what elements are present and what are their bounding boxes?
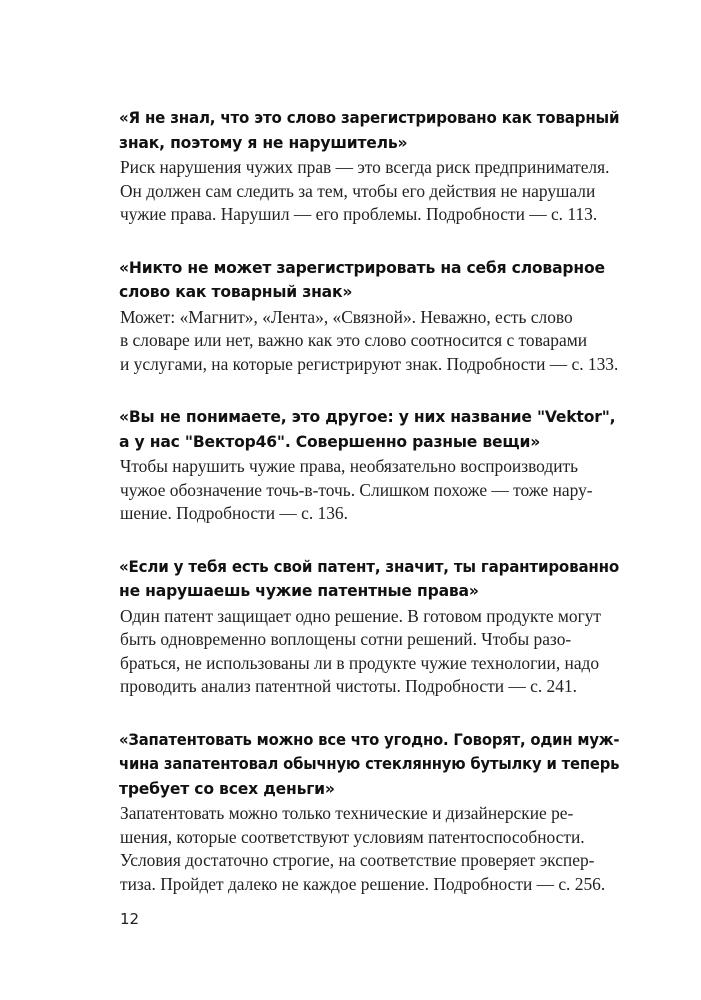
heading-line: требует со всех деньги» xyxy=(119,779,335,798)
body-line: и услугами, на которые регистрируют знак. Подробности — с. 133. xyxy=(120,353,619,374)
heading-line: «Запатентовать можно все что угодно. Говорят, один муж- xyxy=(119,730,620,749)
body-line: Может: «Магнит», «Лента», «Связной». Неважно, есть слово xyxy=(120,306,573,327)
heading-line: «Если у тебя есть свой патент, значит, ты гарантированно xyxy=(119,557,620,576)
heading-line: «Никто не может зарегистрировать на себя словарное xyxy=(119,258,605,277)
heading-line: знак, поэтому я не нарушитель» xyxy=(119,133,408,152)
myth-heading xyxy=(119,405,620,454)
body-line: тиза. Пройдет далеко не каждое решение. Подробности — с. 256. xyxy=(120,873,606,894)
myth-explanation xyxy=(120,802,620,896)
myth-explanation xyxy=(120,156,620,227)
body-line: быть одновременно воплощены сотни решений. Чтобы разо- xyxy=(120,629,572,649)
myth-heading xyxy=(119,256,620,305)
myth-entry-2 xyxy=(120,256,620,377)
body-line: Чтобы нарушить чужие права, необязательно воспроизводить xyxy=(120,456,579,476)
myth-heading xyxy=(119,106,620,155)
body-line: браться, не использованы ли в продукте чужие технологии, надо xyxy=(120,652,600,673)
body-line: Риск нарушения чужих прав — это всегда риск предпринимателя. xyxy=(120,157,610,177)
myths-list xyxy=(120,106,620,925)
body-line: Один патент защищает одно решение. В готовом продукте могут xyxy=(120,605,602,626)
body-line: шение. Подробности — с. 136. xyxy=(120,503,348,523)
heading-line: а у нас "Вектор46". Совершенно разные вещи» xyxy=(119,432,541,451)
myth-entry-1 xyxy=(120,106,620,227)
myth-entry-3 xyxy=(120,405,620,526)
page-number: 12 xyxy=(120,910,140,928)
myth-explanation xyxy=(120,605,620,699)
heading-line: чина запатентовал обычную стеклянную бутылку и теперь xyxy=(119,755,620,773)
myth-entry-4 xyxy=(120,555,620,699)
body-line: шения, которые соответствуют условиям патентоспособности. xyxy=(120,826,585,847)
body-line: Условия достаточно строгие, на соответствие проверяет экспер- xyxy=(120,850,595,870)
body-line: чужое обозначение точь-в-точь. Слишком похоже — тоже нару- xyxy=(120,479,593,500)
myth-explanation xyxy=(120,455,620,526)
body-line: проводить анализ патентной чистоты. Подробности — с. 241. xyxy=(120,676,577,696)
body-line: Он должен сам следить за тем, чтобы его действия не нарушали xyxy=(120,180,596,201)
heading-line: не нарушаешь чужие патентные права» xyxy=(119,582,479,600)
heading-line: слово как товарный знак» xyxy=(119,283,353,301)
myth-explanation xyxy=(120,306,620,377)
myth-heading xyxy=(119,728,620,802)
myth-entry-5 xyxy=(120,728,620,897)
heading-line: «Вы не понимаете, это другое: у них название "Vektor", xyxy=(119,408,616,426)
body-line: Запатентовать можно только технические и дизайнерские ре- xyxy=(120,803,574,823)
body-line: чужие права. Нарушил — его проблемы. Подробности — с. 113. xyxy=(120,204,598,224)
heading-line: «Я не знал, что это слово зарегистрировано как товарный xyxy=(119,109,620,127)
body-line: в словаре или нет, важно как это слово соотносится с товарами xyxy=(120,330,588,350)
myth-heading xyxy=(119,555,620,604)
